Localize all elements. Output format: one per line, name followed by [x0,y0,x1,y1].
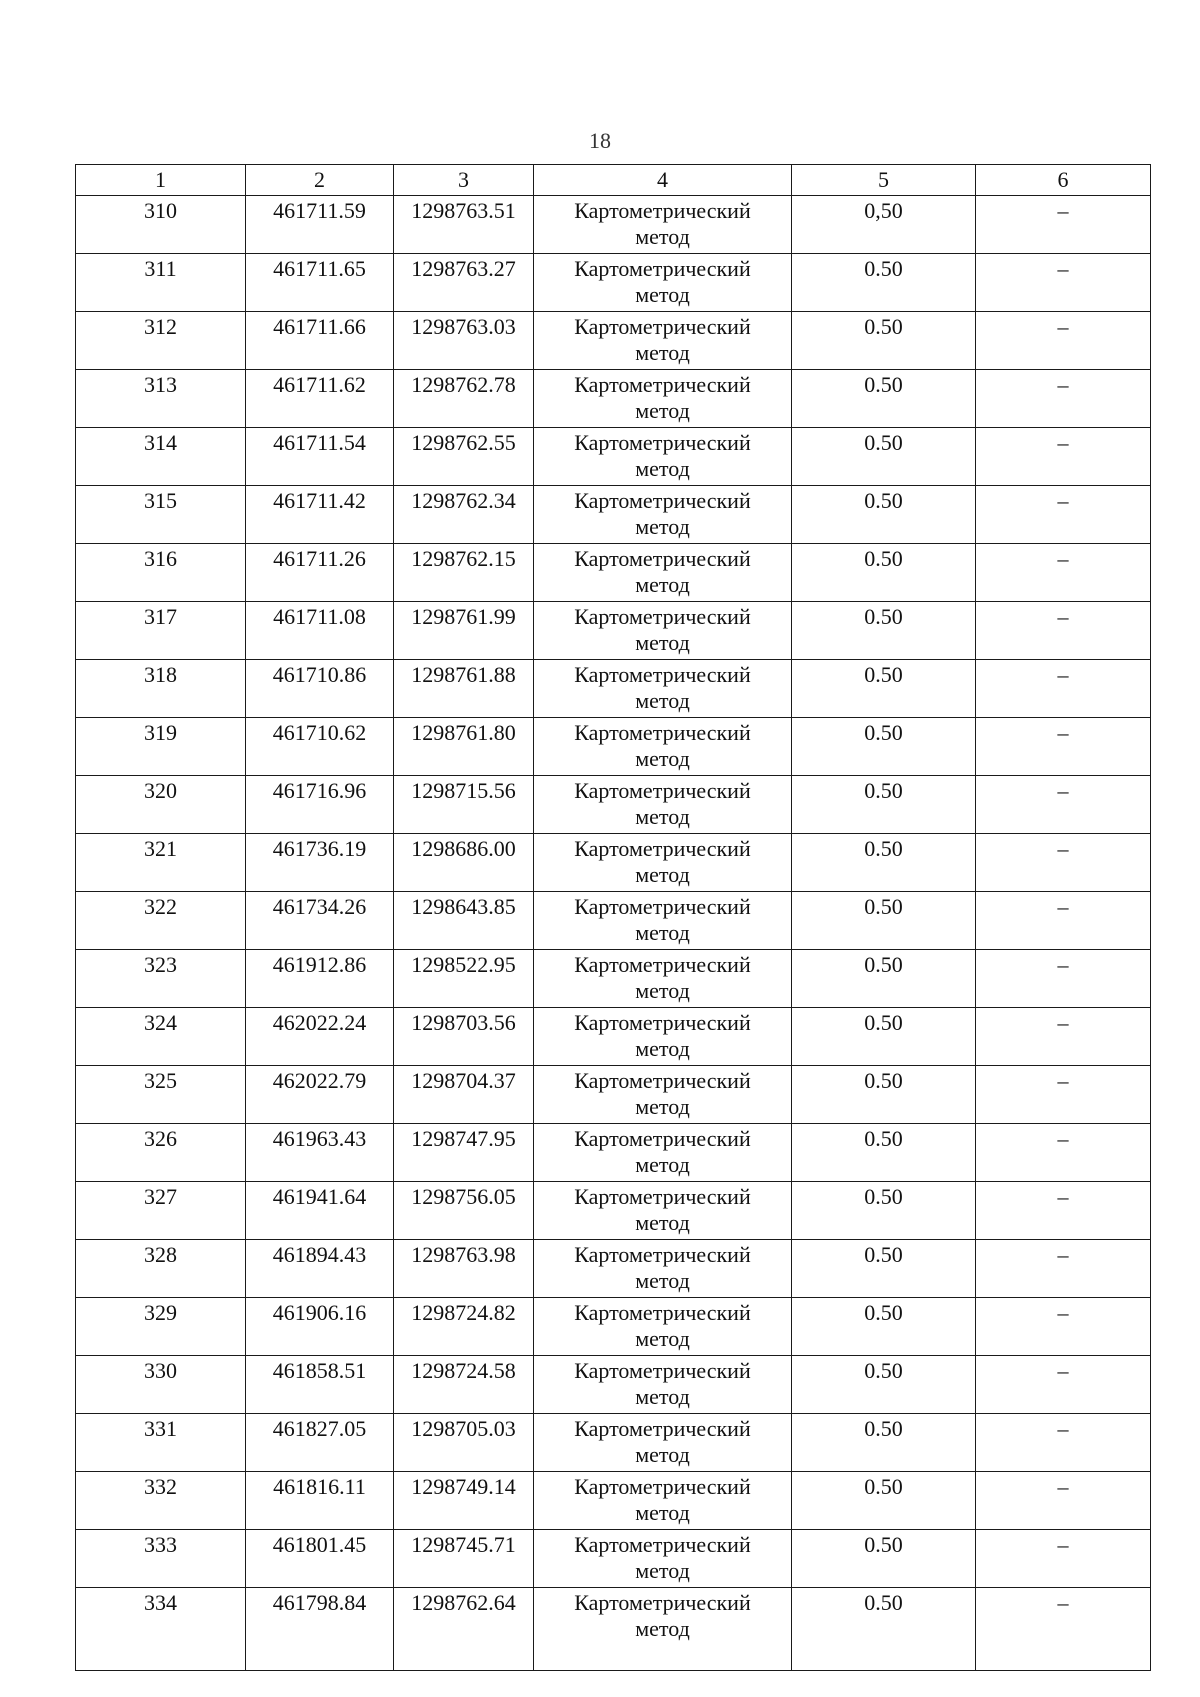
x-coordinate-cell: 462022.79 [246,1066,394,1124]
method-line-1: Картометрический [574,894,751,919]
method-cell [534,312,792,370]
x-coordinate-cell: 461906.16 [246,1298,394,1356]
table-body [76,196,1151,1671]
method-line-1: Картометрический [574,720,751,745]
method-line-1: Картометрический [574,430,751,455]
note-cell: – [976,1472,1151,1530]
method-cell [534,718,792,776]
method-line-2: метод [635,1442,690,1467]
method-cell [534,486,792,544]
method-cell [534,602,792,660]
table-row [76,834,1151,892]
point-number-cell: 310 [76,196,246,254]
table-row [76,254,1151,312]
method-line-2: метод [635,1210,690,1235]
header-col-3: 3 [394,165,534,196]
point-number-cell: 332 [76,1472,246,1530]
x-coordinate-cell: 461798.84 [246,1588,394,1671]
point-number-cell: 320 [76,776,246,834]
x-coordinate-cell: 461710.62 [246,718,394,776]
point-number-cell: 313 [76,370,246,428]
accuracy-cell: 0.50 [792,486,976,544]
method-cell [534,1356,792,1414]
method-cell [534,544,792,602]
accuracy-cell: 0.50 [792,1240,976,1298]
method-cell [534,254,792,312]
note-cell: – [976,1356,1151,1414]
point-number-cell: 331 [76,1414,246,1472]
method-line-1: Картометрический [574,1300,751,1325]
method-line-1: Картометрический [574,372,751,397]
method-line-2: метод [635,456,690,481]
x-coordinate-cell: 461711.26 [246,544,394,602]
coordinates-table [75,164,1151,1671]
accuracy-cell: 0.50 [792,312,976,370]
point-number-cell: 311 [76,254,246,312]
accuracy-cell: 0.50 [792,1124,976,1182]
table-row [76,1356,1151,1414]
table-row [76,1066,1151,1124]
note-cell: – [976,892,1151,950]
y-coordinate-cell: 1298724.58 [394,1356,534,1414]
table-row [76,544,1151,602]
x-coordinate-cell: 461711.42 [246,486,394,544]
table-row [76,1182,1151,1240]
table-row [76,1530,1151,1588]
y-coordinate-cell: 1298756.05 [394,1182,534,1240]
accuracy-cell: 0.50 [792,428,976,486]
y-coordinate-cell: 1298704.37 [394,1066,534,1124]
y-coordinate-cell: 1298763.98 [394,1240,534,1298]
accuracy-cell: 0.50 [792,254,976,312]
note-cell: – [976,834,1151,892]
method-line-2: метод [635,1384,690,1409]
x-coordinate-cell: 461716.96 [246,776,394,834]
point-number-cell: 323 [76,950,246,1008]
method-line-2: метод [635,1326,690,1351]
table-row [76,602,1151,660]
method-line-2: метод [635,1616,690,1641]
method-cell [534,1008,792,1066]
method-line-2: метод [635,398,690,423]
method-line-2: метод [635,1094,690,1119]
table-row [76,718,1151,776]
method-cell [534,1124,792,1182]
x-coordinate-cell: 461736.19 [246,834,394,892]
x-coordinate-cell: 461734.26 [246,892,394,950]
y-coordinate-cell: 1298761.88 [394,660,534,718]
note-cell: – [976,1588,1151,1671]
x-coordinate-cell: 461816.11 [246,1472,394,1530]
accuracy-cell: 0.50 [792,776,976,834]
note-cell: – [976,1182,1151,1240]
point-number-cell: 328 [76,1240,246,1298]
method-line-1: Картометрический [574,1590,751,1615]
y-coordinate-cell: 1298724.82 [394,1298,534,1356]
method-cell [534,950,792,1008]
table-row [76,950,1151,1008]
table-row [76,312,1151,370]
accuracy-cell: 0.50 [792,544,976,602]
method-line-2: метод [635,282,690,307]
accuracy-cell: 0.50 [792,892,976,950]
point-number-cell: 324 [76,1008,246,1066]
note-cell: – [976,1240,1151,1298]
table-row [76,370,1151,428]
point-number-cell: 314 [76,428,246,486]
method-cell [534,428,792,486]
y-coordinate-cell: 1298762.64 [394,1588,534,1671]
point-number-cell: 325 [76,1066,246,1124]
method-line-1: Картометрический [574,1184,751,1209]
note-cell: – [976,950,1151,1008]
y-coordinate-cell: 1298761.80 [394,718,534,776]
y-coordinate-cell: 1298763.03 [394,312,534,370]
y-coordinate-cell: 1298686.00 [394,834,534,892]
method-line-1: Картометрический [574,1068,751,1093]
method-cell [534,1182,792,1240]
method-cell [534,660,792,718]
method-line-1: Картометрический [574,1010,751,1035]
method-line-1: Картометрический [574,836,751,861]
table-row [76,1414,1151,1472]
method-line-1: Картометрический [574,256,751,281]
point-number-cell: 317 [76,602,246,660]
method-line-1: Картометрический [574,1474,751,1499]
method-line-2: метод [635,1268,690,1293]
note-cell: – [976,428,1151,486]
point-number-cell: 322 [76,892,246,950]
method-cell [534,1298,792,1356]
y-coordinate-cell: 1298522.95 [394,950,534,1008]
x-coordinate-cell: 461711.54 [246,428,394,486]
method-cell [534,1066,792,1124]
header-col-6: 6 [976,165,1151,196]
accuracy-cell: 0.50 [792,1298,976,1356]
table-row [76,776,1151,834]
point-number-cell: 316 [76,544,246,602]
method-line-1: Картометрический [574,778,751,803]
accuracy-cell: 0.50 [792,1008,976,1066]
note-cell: – [976,254,1151,312]
accuracy-cell: 0.50 [792,1066,976,1124]
point-number-cell: 330 [76,1356,246,1414]
method-line-1: Картометрический [574,662,751,687]
method-cell [534,1472,792,1530]
y-coordinate-cell: 1298763.27 [394,254,534,312]
x-coordinate-cell: 462022.24 [246,1008,394,1066]
method-line-2: метод [635,630,690,655]
header-col-5: 5 [792,165,976,196]
point-number-cell: 321 [76,834,246,892]
method-line-1: Картометрический [574,314,751,339]
y-coordinate-cell: 1298762.55 [394,428,534,486]
y-coordinate-cell: 1298643.85 [394,892,534,950]
method-line-1: Картометрический [574,1532,751,1557]
method-line-2: метод [635,1152,690,1177]
method-line-2: метод [635,224,690,249]
method-cell [534,196,792,254]
note-cell: – [976,196,1151,254]
note-cell: – [976,718,1151,776]
accuracy-cell: 0.50 [792,602,976,660]
method-line-2: метод [635,746,690,771]
table-row [76,1472,1151,1530]
point-number-cell: 333 [76,1530,246,1588]
method-line-2: метод [635,804,690,829]
y-coordinate-cell: 1298745.71 [394,1530,534,1588]
method-line-1: Картометрический [574,1416,751,1441]
method-line-1: Картометрический [574,1126,751,1151]
method-cell [534,1530,792,1588]
header-col-2: 2 [246,165,394,196]
table-header [76,165,1151,196]
table-row [76,428,1151,486]
table-row [76,1008,1151,1066]
accuracy-cell: 0,50 [792,196,976,254]
note-cell: – [976,1124,1151,1182]
x-coordinate-cell: 461711.66 [246,312,394,370]
x-coordinate-cell: 461827.05 [246,1414,394,1472]
method-cell [534,370,792,428]
table-row [76,196,1151,254]
y-coordinate-cell: 1298715.56 [394,776,534,834]
accuracy-cell: 0.50 [792,950,976,1008]
table-row [76,1240,1151,1298]
note-cell: – [976,312,1151,370]
x-coordinate-cell: 461801.45 [246,1530,394,1588]
method-cell [534,892,792,950]
x-coordinate-cell: 461941.64 [246,1182,394,1240]
y-coordinate-cell: 1298762.15 [394,544,534,602]
point-number-cell: 312 [76,312,246,370]
method-line-1: Картометрический [574,1358,751,1383]
accuracy-cell: 0.50 [792,660,976,718]
table-row [76,1124,1151,1182]
y-coordinate-cell: 1298762.34 [394,486,534,544]
note-cell: – [976,486,1151,544]
accuracy-cell: 0.50 [792,1182,976,1240]
note-cell: – [976,1414,1151,1472]
x-coordinate-cell: 461711.59 [246,196,394,254]
method-line-2: метод [635,1036,690,1061]
table-row [76,660,1151,718]
y-coordinate-cell: 1298705.03 [394,1414,534,1472]
accuracy-cell: 0.50 [792,1356,976,1414]
point-number-cell: 334 [76,1588,246,1671]
y-coordinate-cell: 1298763.51 [394,196,534,254]
point-number-cell: 319 [76,718,246,776]
point-number-cell: 315 [76,486,246,544]
method-line-1: Картометрический [574,604,751,629]
method-line-1: Картометрический [574,952,751,977]
note-cell: – [976,1008,1151,1066]
method-cell [534,1588,792,1671]
point-number-cell: 318 [76,660,246,718]
method-cell [534,834,792,892]
header-col-1: 1 [76,165,246,196]
accuracy-cell: 0.50 [792,1530,976,1588]
x-coordinate-cell: 461710.86 [246,660,394,718]
header-col-4: 4 [534,165,792,196]
accuracy-cell: 0.50 [792,1588,976,1671]
accuracy-cell: 0.50 [792,1414,976,1472]
x-coordinate-cell: 461711.08 [246,602,394,660]
method-line-2: метод [635,978,690,1003]
table-row [76,486,1151,544]
table-row [76,892,1151,950]
method-line-1: Картометрический [574,1242,751,1267]
table-row [76,1298,1151,1356]
method-cell [534,1414,792,1472]
y-coordinate-cell: 1298703.56 [394,1008,534,1066]
note-cell: – [976,1066,1151,1124]
method-line-1: Картометрический [574,198,751,223]
method-line-2: метод [635,572,690,597]
method-cell [534,1240,792,1298]
x-coordinate-cell: 461711.62 [246,370,394,428]
note-cell: – [976,370,1151,428]
accuracy-cell: 0.50 [792,1472,976,1530]
x-coordinate-cell: 461912.86 [246,950,394,1008]
method-line-2: метод [635,1500,690,1525]
method-line-2: метод [635,514,690,539]
method-line-2: метод [635,920,690,945]
x-coordinate-cell: 461711.65 [246,254,394,312]
note-cell: – [976,544,1151,602]
y-coordinate-cell: 1298749.14 [394,1472,534,1530]
table-row [76,1588,1151,1671]
method-line-2: метод [635,340,690,365]
point-number-cell: 329 [76,1298,246,1356]
accuracy-cell: 0.50 [792,834,976,892]
note-cell: – [976,660,1151,718]
method-line-2: метод [635,1558,690,1583]
y-coordinate-cell: 1298761.99 [394,602,534,660]
note-cell: – [976,776,1151,834]
x-coordinate-cell: 461894.43 [246,1240,394,1298]
method-line-2: метод [635,862,690,887]
method-cell [534,776,792,834]
x-coordinate-cell: 461858.51 [246,1356,394,1414]
method-line-1: Картометрический [574,488,751,513]
x-coordinate-cell: 461963.43 [246,1124,394,1182]
header-row [76,165,1151,196]
accuracy-cell: 0.50 [792,370,976,428]
accuracy-cell: 0.50 [792,718,976,776]
note-cell: – [976,1530,1151,1588]
y-coordinate-cell: 1298762.78 [394,370,534,428]
note-cell: – [976,1298,1151,1356]
method-line-2: метод [635,688,690,713]
point-number-cell: 326 [76,1124,246,1182]
y-coordinate-cell: 1298747.95 [394,1124,534,1182]
point-number-cell: 327 [76,1182,246,1240]
note-cell: – [976,602,1151,660]
method-line-1: Картометрический [574,546,751,571]
page-number: 18 [589,128,611,153]
